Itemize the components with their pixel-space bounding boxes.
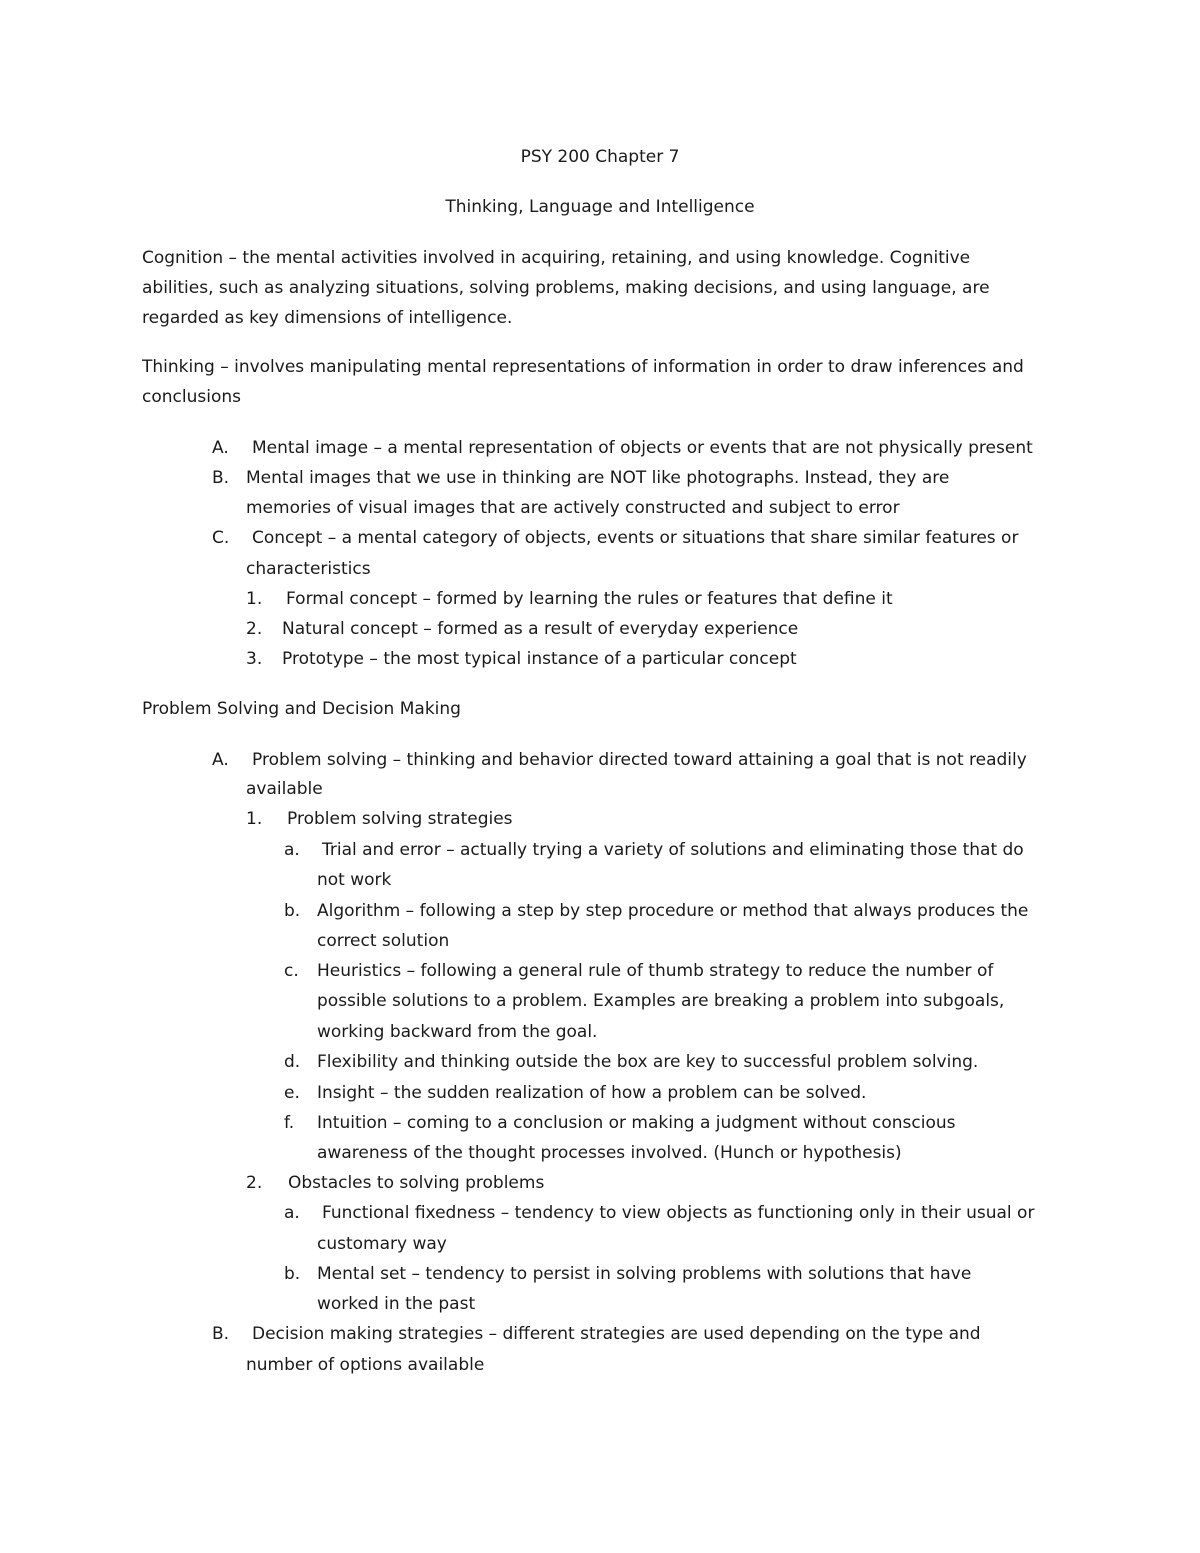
list-marker: C. [212, 528, 230, 548]
paragraph-line: Thinking – involves manipulating mental representations of information in order to draw inferences and [142, 357, 1024, 377]
list-marker: B. [212, 468, 230, 488]
list-marker: f. [284, 1113, 295, 1133]
list-item: Algorithm – following a step by step procedure or method that always produces the [317, 901, 1029, 921]
list-item: not work [317, 870, 392, 890]
list-item: Formal concept – formed by learning the rules or features that define it [286, 589, 893, 609]
list-item: Concept – a mental category of objects, events or situations that share similar features or [252, 528, 1019, 548]
list-marker: b. [284, 1264, 301, 1284]
list-item: memories of visual images that are actively constructed and subject to error [246, 498, 900, 518]
list-marker: c. [284, 961, 299, 981]
list-item: awareness of the thought processes involved. (Hunch or hypothesis) [317, 1143, 902, 1163]
list-item: Problem solving – thinking and behavior directed toward attaining a goal that is not readily [252, 750, 1027, 770]
paragraph-line: conclusions [142, 387, 241, 407]
section-heading: Problem Solving and Decision Making [142, 699, 461, 719]
list-item: Problem solving strategies [287, 809, 513, 829]
list-item: Natural concept – formed as a result of everyday experience [282, 619, 799, 639]
list-item: correct solution [317, 931, 450, 951]
list-marker: 1. [246, 809, 263, 829]
list-item: Heuristics – following a general rule of thumb strategy to reduce the number of [317, 961, 994, 981]
paragraph-line: Cognition – the mental activities involved in acquiring, retaining, and using knowledge. Cognitive [142, 248, 971, 268]
list-marker: 2. [246, 619, 263, 639]
list-item: Intuition – coming to a conclusion or making a judgment without conscious [317, 1113, 956, 1133]
list-marker: a. [284, 840, 300, 860]
list-marker: b. [284, 901, 301, 921]
list-item: Prototype – the most typical instance of a particular concept [282, 649, 797, 669]
list-item: Trial and error – actually trying a variety of solutions and eliminating those that do [322, 840, 1024, 860]
list-marker: A. [212, 750, 229, 770]
list-item: Mental image – a mental representation of objects or events that are not physically present [252, 438, 1033, 458]
list-marker: 1. [246, 589, 263, 609]
list-item: characteristics [246, 559, 371, 579]
list-item: Mental images that we use in thinking are NOT like photographs. Instead, they are [246, 468, 950, 488]
list-marker: 2. [246, 1173, 263, 1193]
paragraph-line: regarded as key dimensions of intelligence. [142, 308, 513, 328]
list-item: Functional fixedness – tendency to view objects as functioning only in their usual or [322, 1203, 1035, 1223]
list-marker: d. [284, 1052, 301, 1072]
list-item: Decision making strategies – different strategies are used depending on the type and [252, 1324, 981, 1344]
list-marker: 3. [246, 649, 263, 669]
list-item: customary way [317, 1234, 447, 1254]
list-marker: B. [212, 1324, 230, 1344]
list-item: Insight – the sudden realization of how a problem can be solved. [317, 1083, 867, 1103]
list-item: Obstacles to solving problems [288, 1173, 545, 1193]
list-item: worked in the past [317, 1294, 476, 1314]
list-item: Mental set – tendency to persist in solving problems with solutions that have [317, 1264, 972, 1284]
document-subtitle: Thinking, Language and Intelligence [445, 197, 755, 217]
list-item: Flexibility and thinking outside the box are key to successful problem solving. [317, 1052, 979, 1072]
list-item: available [246, 779, 323, 799]
document-title: PSY 200 Chapter 7 [520, 147, 680, 167]
list-item: possible solutions to a problem. Examples are breaking a problem into subgoals, [317, 991, 1005, 1011]
list-marker: e. [284, 1083, 300, 1103]
list-marker: A. [212, 438, 229, 458]
paragraph-line: abilities, such as analyzing situations, solving problems, making decisions, and using language, are [142, 278, 990, 298]
list-item: working backward from the goal. [317, 1022, 598, 1042]
list-item: number of options available [246, 1355, 485, 1375]
list-marker: a. [284, 1203, 300, 1223]
